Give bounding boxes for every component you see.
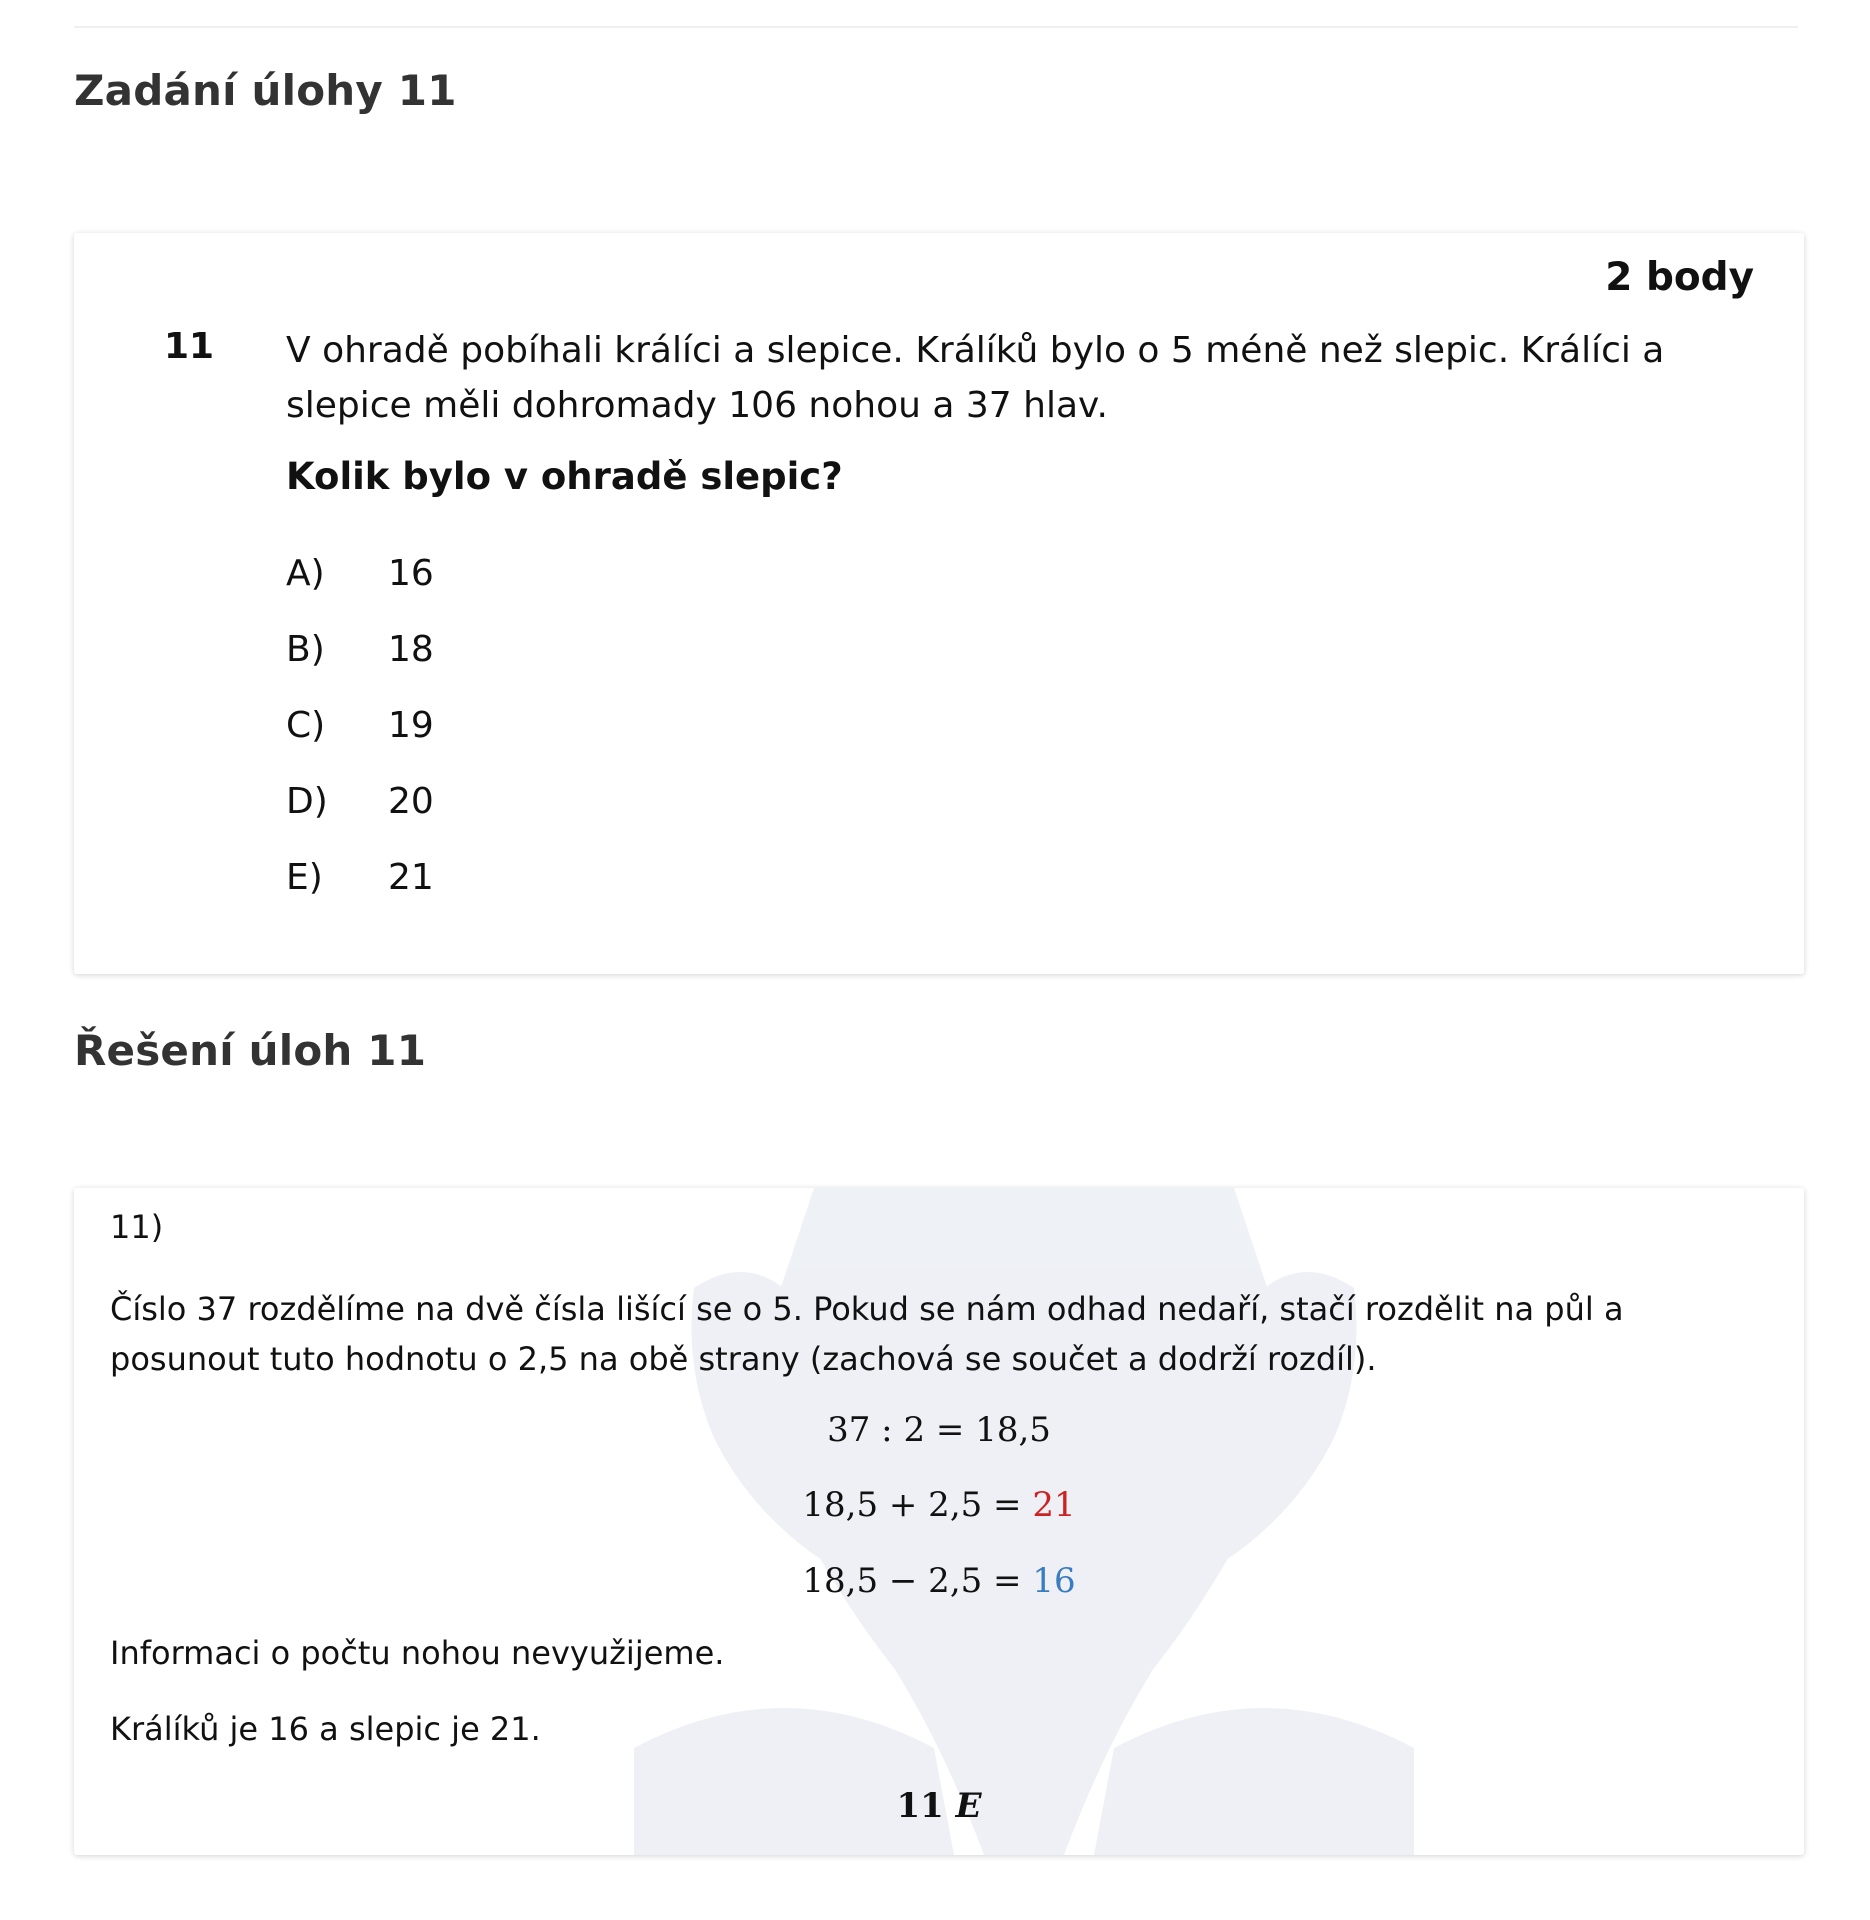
equation-expression: 18,5 − 2,5 = (802, 1561, 1033, 1601)
equation-result: 18,5 (975, 1410, 1051, 1450)
answer-number: 11 (896, 1786, 956, 1826)
solution-note-result: Králíků je 16 a slepic je 21. (110, 1710, 541, 1748)
option-value: 21 (388, 857, 434, 898)
task-section-title: Zadání úlohy 11 (74, 66, 457, 115)
option-b (286, 629, 434, 705)
task-text: V ohradě pobíhali králíci a slepice. Králíků bylo o 5 méně než slepic. Králíci a slepice měli dohromady 106 nohou a 37 hlav. (286, 330, 1665, 426)
answer-options (286, 553, 434, 933)
solution-note-legs: Informaci o počtu nohou nevyužijeme. (110, 1634, 725, 1672)
option-letter: C) (286, 705, 326, 746)
solution-label: 11) (110, 1208, 164, 1246)
equation-result-blue: 16 (1032, 1561, 1076, 1601)
option-value: 20 (388, 781, 434, 822)
final-answer (74, 1786, 1804, 1826)
equation-1 (74, 1410, 1804, 1450)
equation-3 (74, 1561, 1804, 1601)
solution-card (74, 1188, 1804, 1855)
solution-paragraph: Číslo 37 rozdělíme na dvě čísla lišící se o 5. Pokud se nám odhad nedaří, stačí rozdělit na půl a posunout tuto hodnotu o 2,5 na obě strany (zachová se součet a dodrží rozdíl). (110, 1290, 1624, 1378)
task-number: 11 (164, 326, 215, 367)
solution-section-title: Řešení úloh 11 (74, 1026, 427, 1075)
option-d (286, 781, 434, 857)
option-letter: E) (286, 857, 323, 898)
task-points: 2 body (1605, 255, 1754, 300)
option-letter: D) (286, 781, 328, 822)
answer-letter: E (955, 1786, 982, 1826)
task-question: Kolik bylo v ohradě slepic? (286, 455, 843, 498)
option-letter: A) (286, 553, 325, 594)
equation-expression: 37 : 2 = (827, 1410, 976, 1450)
option-value: 18 (388, 629, 434, 670)
top-divider (74, 26, 1798, 28)
equation-2 (74, 1485, 1804, 1525)
equation-expression: 18,5 + 2,5 = (802, 1485, 1033, 1525)
task-card (74, 233, 1804, 974)
option-a (286, 553, 434, 629)
option-value: 16 (388, 553, 434, 594)
option-letter: B) (286, 629, 325, 670)
option-e (286, 857, 434, 933)
option-c (286, 705, 434, 781)
option-value: 19 (388, 705, 434, 746)
equation-result-red: 21 (1032, 1485, 1076, 1525)
